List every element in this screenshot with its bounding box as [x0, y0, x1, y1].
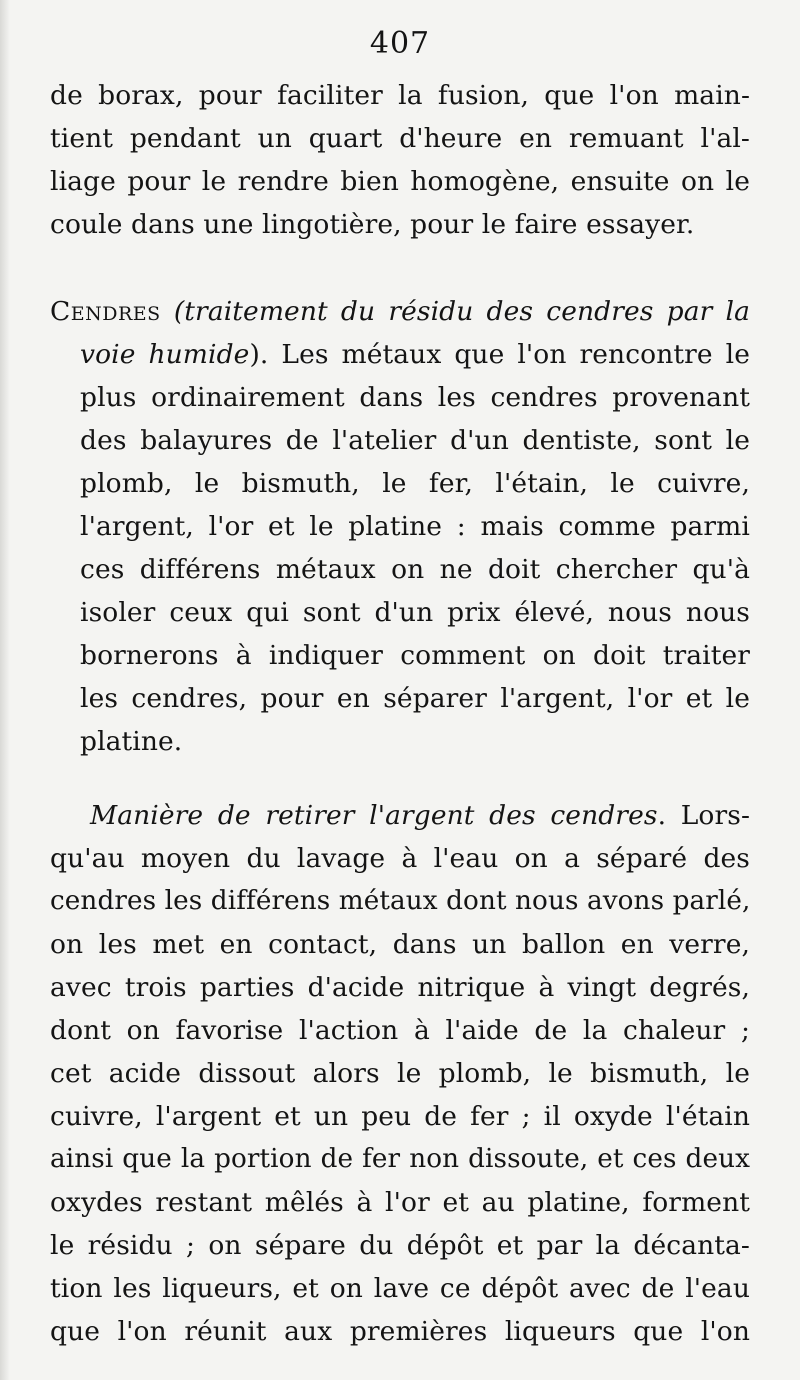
text-line: on les met en contact, dans un ballon en verre,	[50, 929, 750, 960]
text-line: tion les liqueurs, et on lave ce dépôt avec de l'eau	[50, 1273, 750, 1304]
text-line: plus ordinairement dans les cendres provenant	[80, 382, 750, 413]
text-line: ainsi que la portion de fer non dissoute, et ces deux	[50, 1144, 750, 1174]
text-line: cet acide dissout alors le plomb, le bismuth, le	[50, 1058, 750, 1089]
text-line: cendres les différens métaux dont nous avons parlé,	[50, 886, 751, 916]
paragraph-silver-extraction	[50, 794, 750, 1353]
text-line: liage pour le rendre bien homogène, ensuite on le	[50, 166, 750, 197]
text-line: l'argent, l'or et le platine : mais comme parmi	[80, 511, 750, 542]
text-line: bornerons à indiquer comment on doit traiter	[80, 640, 750, 671]
paragraph-continuation	[50, 74, 750, 246]
paragraph-title-italic: Manière de retirer l'argent des cendres	[90, 800, 658, 831]
text-line	[80, 333, 750, 376]
text-line: oxydes restant mêlés à l'or et au platine, forment	[50, 1187, 750, 1218]
text-line: dont on favorise l'action à l'aide de la chaleur ;	[50, 1015, 750, 1046]
entry-cendres	[50, 290, 750, 763]
text-line: plomb, le bismuth, le fer, l'étain, le cuivre,	[80, 468, 750, 499]
text-line: ces différens métaux on ne doit chercher qu'à	[80, 554, 750, 585]
text-line: isoler ceux qui sont d'un prix élevé, nous nous	[80, 597, 750, 628]
entry-subtitle-italic-end: voie humide	[80, 339, 250, 370]
text-line: tient pendant un quart d'heure en remuant l'al-	[50, 123, 750, 154]
text-line: qu'au moyen du lavage à l'eau on a séparé des	[50, 843, 750, 874]
text-line: les cendres, pour en séparer l'argent, l'or et le	[80, 683, 750, 714]
text-line: avec trois parties d'acide nitrique à vingt degrés,	[50, 972, 750, 1003]
paragraph-first-line	[90, 794, 750, 837]
page-number: 407	[369, 26, 431, 61]
text-run: . Lors-	[657, 800, 750, 831]
entry-first-line	[50, 290, 750, 333]
text-line: coule dans une lingotière, pour le faire essayer.	[50, 209, 695, 240]
text-line: que l'on réunit aux premières liqueurs que l'on	[50, 1316, 750, 1347]
text-line: des balayures de l'atelier d'un dentiste, sont le	[80, 425, 750, 456]
text-line: le résidu ; on sépare du dépôt et par la décanta-	[50, 1230, 750, 1261]
text-line: cuivre, l'argent et un peu de fer ; il oxyde l'étain	[50, 1101, 750, 1132]
entry-heading: Cendres	[50, 296, 161, 327]
entry-subtitle-italic: (traitement du résidu des cendres par la	[160, 296, 750, 327]
text-line: de borax, pour faciliter la fusion, que l'on main-	[50, 80, 750, 111]
text-line: platine.	[80, 726, 183, 757]
text-run: ). Les métaux que l'on rencontre le	[249, 339, 750, 370]
